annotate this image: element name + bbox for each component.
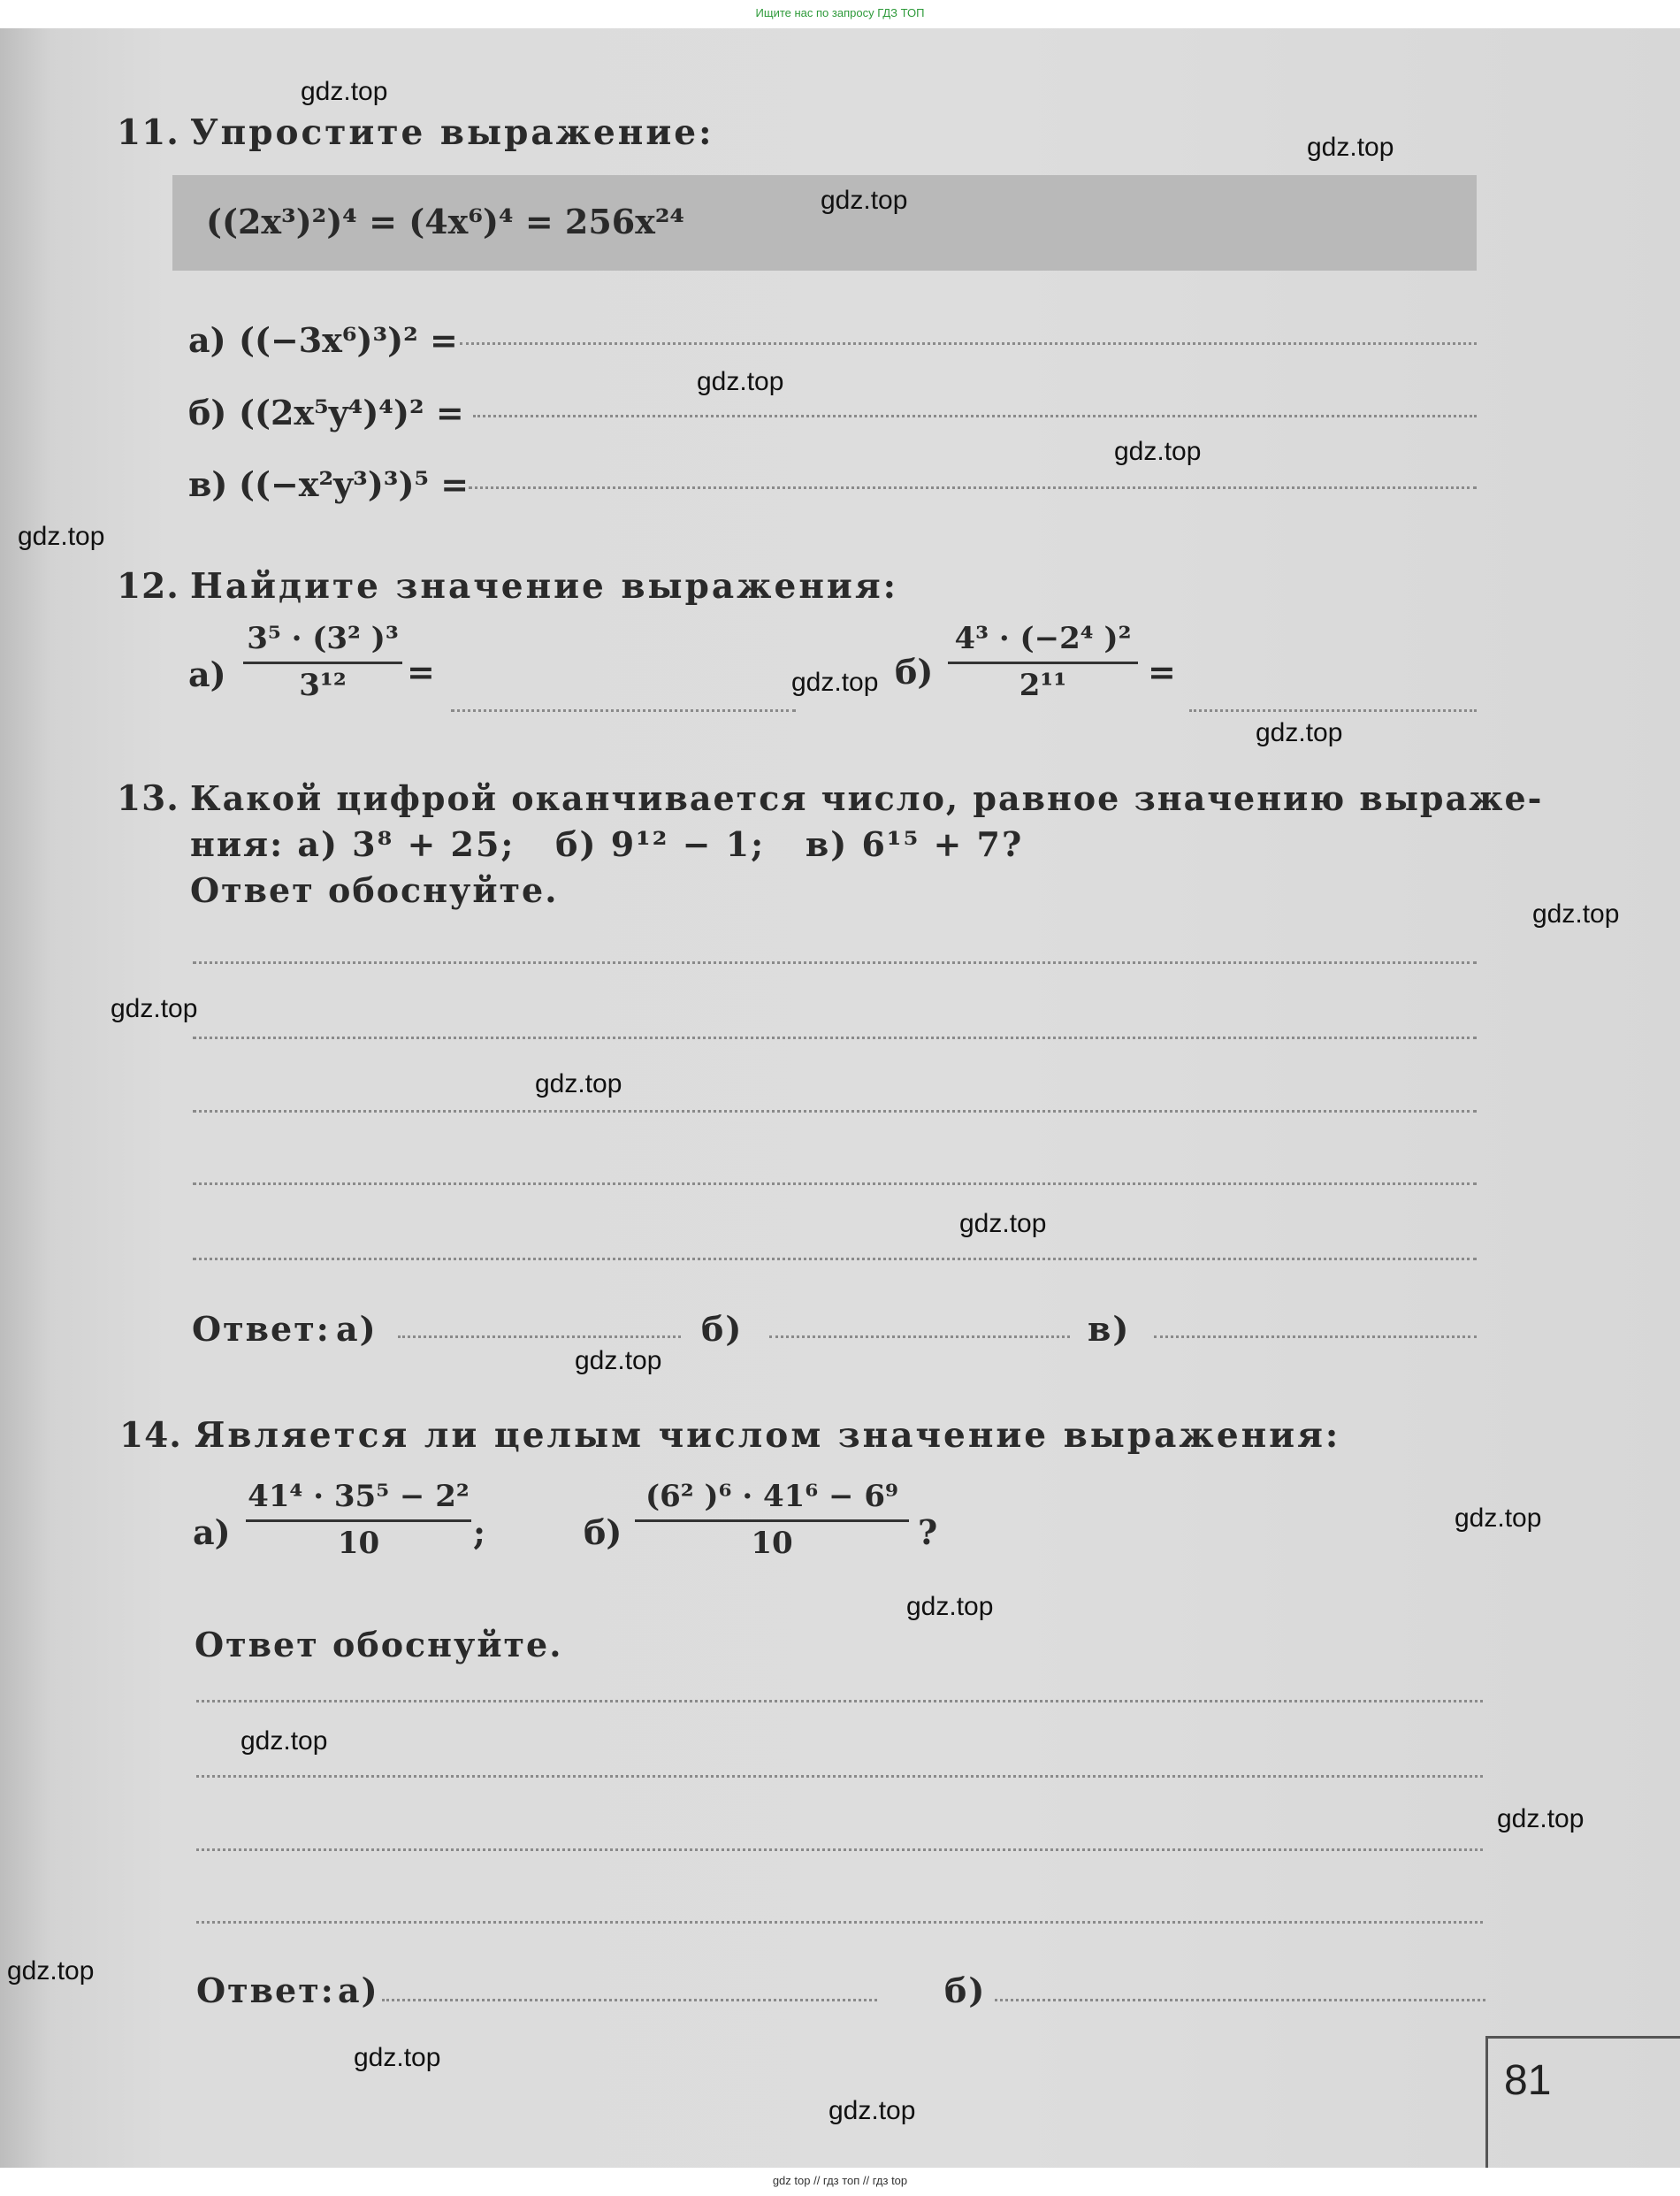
task-13-work-line-1[interactable] <box>193 961 1477 964</box>
watermark: gdz.top <box>1114 437 1202 466</box>
task-12-a-denominator: 3¹² <box>243 662 402 703</box>
task-13-work-line-4[interactable] <box>193 1182 1477 1185</box>
task-13-line-2: ния: а) 3⁸ + 25; б) 9¹² − 1; в) 6¹⁵ + 7? <box>190 824 1024 864</box>
page-number: 81 <box>1504 2057 1552 2104</box>
task-11-c-answer-line[interactable] <box>469 486 1477 489</box>
task-12-title: Найдите значение выражения: <box>190 566 899 607</box>
watermark: gdz.top <box>697 367 784 396</box>
task-13-answer-b-label: б) <box>701 1309 744 1349</box>
task-13-answer-b-line[interactable] <box>769 1335 1070 1338</box>
watermark: gdz.top <box>301 77 388 106</box>
task-11-a-answer-line[interactable] <box>460 342 1477 345</box>
task-14-work-line-3[interactable] <box>196 1848 1483 1851</box>
task-13-work-line-3[interactable] <box>193 1110 1477 1113</box>
task-13-work-line-5[interactable] <box>193 1258 1477 1260</box>
top-banner-text: Ищите нас по запросу ГДЗ ТОП <box>755 6 925 19</box>
task-11-a-expr: ((−3x⁶)³)² = <box>239 320 458 360</box>
task-14-work-line-1[interactable] <box>196 1700 1483 1702</box>
task-14-b-denominator: 10 <box>635 1519 909 1561</box>
task-12-a-numerator: 3⁵ · (3² )³ <box>247 621 399 656</box>
task-13-justify: Ответ обоснуйте. <box>190 870 559 910</box>
task-14-a-numerator: 41⁴ · 35⁵ − 2² <box>248 1479 470 1514</box>
task-14-a-label: а) <box>193 1512 231 1552</box>
task-11-a-label: а) <box>188 320 226 360</box>
task-14-b-numerator: (6² )⁶ · 41⁶ − 6⁹ <box>645 1479 898 1514</box>
bottom-banner-text: gdz top // гдз топ // гдз top <box>772 2174 908 2187</box>
task-14-work-line-4[interactable] <box>196 1921 1483 1924</box>
task-14-title: Является ли целым числом значение выражения: <box>195 1415 1341 1456</box>
task-14-a-fraction <box>246 1479 471 1561</box>
top-banner <box>0 0 1680 28</box>
watermark: gdz.top <box>959 1209 1047 1238</box>
task-13-answer-c-line[interactable] <box>1154 1335 1477 1338</box>
task-11-b-answer-line[interactable] <box>473 415 1477 417</box>
page-number-box <box>1485 2036 1680 2168</box>
task-11-b-label: б) <box>188 393 227 432</box>
task-14-b-fraction <box>635 1479 909 1561</box>
task-14-answer-a-label: а) <box>338 1970 379 2010</box>
task-12-b-answer-line[interactable] <box>1189 709 1477 712</box>
task-14-answer-b-label: б) <box>944 1970 987 2010</box>
watermark: gdz.top <box>791 668 879 697</box>
task-12-a-answer-line[interactable] <box>451 709 796 712</box>
task-11-c-label: в) <box>188 464 228 504</box>
watermark: gdz.top <box>18 522 105 551</box>
task-13-number: 13. <box>117 778 179 819</box>
task-12-number: 12. <box>117 566 179 607</box>
task-13-answer-a-line[interactable] <box>398 1335 681 1338</box>
task-12-b-fraction <box>948 621 1138 703</box>
watermark: gdz.top <box>575 1346 662 1375</box>
task-14-answer-label: Ответ: <box>196 1970 335 2010</box>
watermark: gdz.top <box>821 186 908 215</box>
task-11-c-expr: ((−x²y³)³)⁵ = <box>239 464 470 504</box>
bottom-banner <box>0 2168 1680 2196</box>
task-12-b-denominator: 2¹¹ <box>948 662 1138 703</box>
task-14-a-denominator: 10 <box>246 1519 471 1561</box>
task-11-example: ((2x³)²)⁴ = (4x⁶)⁴ = 256x²⁴ <box>206 202 685 241</box>
task-14-a-end: ; <box>473 1512 486 1552</box>
task-14-work-line-2[interactable] <box>196 1775 1483 1778</box>
watermark: gdz.top <box>111 994 198 1023</box>
task-14-answer-a-line[interactable] <box>382 1999 877 2001</box>
watermark: gdz.top <box>1307 133 1394 162</box>
task-12-a-label: а) <box>188 654 226 694</box>
task-12-b-numerator: 4³ · (−2⁴ )² <box>954 621 1132 656</box>
textbook-page <box>0 28 1680 2168</box>
task-11-number: 11. <box>117 112 179 153</box>
task-11-b-expr: ((2x⁵y⁴)⁴)² = <box>239 393 464 432</box>
watermark: gdz.top <box>1455 1504 1542 1533</box>
task-13-answer-c-label: в) <box>1088 1309 1131 1349</box>
task-13-answer-label: Ответ: <box>192 1309 331 1349</box>
watermark: gdz.top <box>1497 1804 1585 1833</box>
task-14-answer-b-line[interactable] <box>995 1999 1485 2001</box>
task-14-justify: Ответ обоснуйте. <box>195 1625 563 1664</box>
task-13-work-line-2[interactable] <box>193 1037 1477 1039</box>
watermark: gdz.top <box>829 2096 916 2125</box>
task-12-b-equals: = <box>1148 652 1176 692</box>
task-12-a-fraction <box>243 621 402 703</box>
watermark: gdz.top <box>354 2043 441 2072</box>
task-13-line-1: Какой цифрой оканчивается число, равное значению выраже- <box>190 778 1544 818</box>
task-11-title: Упростите выражение: <box>190 112 714 153</box>
watermark: gdz.top <box>241 1726 328 1756</box>
task-14-b-label: б) <box>584 1512 622 1552</box>
watermark: gdz.top <box>906 1592 994 1621</box>
watermark: gdz.top <box>1256 718 1343 747</box>
task-13-answer-a-label: а) <box>336 1309 378 1349</box>
task-14-b-end: ? <box>918 1512 938 1552</box>
watermark: gdz.top <box>535 1069 622 1098</box>
task-14-number: 14. <box>119 1415 182 1456</box>
task-12-b-label: б) <box>895 652 934 692</box>
watermark: gdz.top <box>7 1956 95 1986</box>
watermark: gdz.top <box>1532 899 1620 929</box>
task-12-a-equals: = <box>407 652 435 692</box>
